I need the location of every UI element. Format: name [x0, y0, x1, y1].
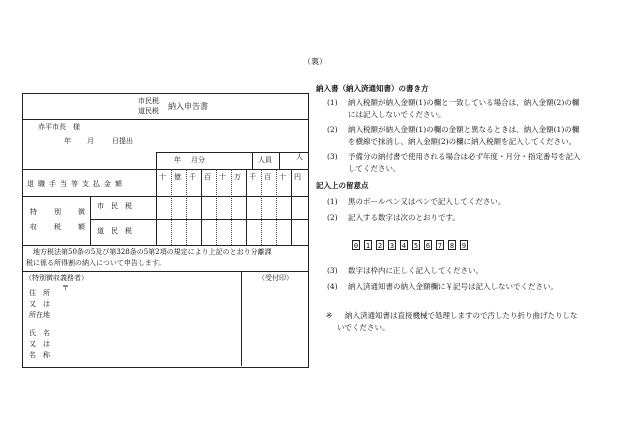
statement-line-2: 税に係る所得割の納入について申告します。 [26, 259, 166, 267]
digit-sample: 1 [365, 242, 371, 250]
name-label: 名 称 [29, 351, 50, 359]
address-label: 住 所 [29, 289, 50, 297]
retire-amount-label: 退職手当等支払金額 [27, 180, 126, 188]
instruction-number: (2) [327, 213, 338, 222]
instruction-number: (2) [327, 125, 338, 134]
page-marker: （裏） [303, 57, 327, 66]
date-month-label[interactable]: 月 [87, 137, 94, 145]
staff-unit: 人 [296, 153, 303, 161]
instruction-line: 納入税額が納入金額(1)の欄の金額と異なるときは、納入金額(1)の欄 [348, 125, 580, 134]
instruction-number: (4) [327, 282, 338, 291]
digit-sample: 6 [425, 242, 431, 250]
pref-tax-label: 道 民 税 [97, 227, 132, 235]
place-unit: 十 [219, 173, 226, 181]
tax-label-city: 市民税 [138, 97, 159, 105]
instruction-line: 納入税額が納入金額(1)の欄と一致している場合は、納入金額(2)の欄 [348, 98, 580, 107]
digit-samples [352, 240, 472, 252]
place-unit: 千 [189, 173, 196, 181]
digit-sample: 9 [461, 242, 467, 250]
digit-sample: 0 [353, 242, 359, 250]
digit-sample: 2 [377, 242, 383, 250]
place-unit: 十 [159, 173, 166, 181]
tax-label-pref: 道民税 [138, 107, 159, 115]
place-unit: 万 [234, 173, 241, 181]
postal-mark: 〒 [62, 284, 69, 292]
period-year-label[interactable]: 年 [174, 156, 181, 164]
instruction-line: を横線で抹消し、納入金額(2)の欄に納入税額を記入してください。 [348, 137, 577, 146]
instructions-heading-2: 記入上の留意点 [316, 181, 369, 190]
place-unit: 千 [249, 173, 256, 181]
note-mark: ※ [326, 311, 333, 320]
place-unit: 円 [294, 173, 301, 181]
digit-sample: 3 [389, 242, 395, 250]
date-day-label[interactable]: 日提出 [112, 137, 133, 145]
instruction-line: してください。 [348, 164, 401, 173]
city-tax-label: 市 民 税 [97, 202, 132, 210]
address-label: 所在地 [29, 311, 50, 319]
obligor-heading: （特別徴収義務者） [25, 274, 88, 282]
note-line: 納入済通知書は直接機械で処理しますので汚したり折り曲げたりしな [345, 311, 578, 320]
digit-sample: 7 [437, 242, 443, 250]
instruction-line: には記入しないでください。 [348, 110, 446, 119]
staff-label: 人員 [258, 156, 272, 164]
instruction-number: (1) [327, 98, 338, 107]
collect-label-3: 額 [78, 223, 85, 231]
digit-sample: 5 [413, 242, 419, 250]
place-unit: 億 [174, 173, 181, 181]
instruction-number: (1) [327, 197, 338, 206]
statement-line-1: 地方税法第50条の5及び第328条の5第2項の規定により上記のとおり分離課 [33, 248, 272, 256]
instruction-line: 記入する数字は次のとおりです。 [348, 213, 460, 222]
address-label: 又 は [29, 300, 50, 308]
receipt-stamp-label: （受付印） [258, 274, 293, 282]
form-title: 納入申告書 [168, 102, 208, 111]
instruction-line: 予備分の納付書で使用される場合は必ず年度・月分・指定番号を記入 [348, 152, 581, 161]
digit-sample: 8 [449, 242, 455, 250]
special-label-1: 特 [30, 208, 37, 216]
place-unit: 百 [264, 173, 271, 181]
period-month-label[interactable]: 月分 [191, 156, 205, 164]
instruction-number: (3) [327, 266, 338, 275]
instructions-heading-1: 納入書（納入済通知書）の書き方 [316, 84, 429, 93]
place-unit: 十 [279, 173, 286, 181]
name-label: 又 は [29, 340, 50, 348]
special-label-2: 別 [54, 208, 61, 216]
collect-label-2: 税 [54, 223, 61, 231]
name-label: 氏 名 [29, 329, 50, 337]
note-line: いでください。 [337, 323, 390, 332]
special-label-3: 徴 [78, 208, 85, 216]
instruction-line: 納入済通知書の納入金額欄に￥記号は記入しないでください。 [348, 282, 558, 291]
digit-sample: 4 [401, 242, 407, 250]
addressee: 赤平市長 様 [38, 123, 80, 131]
instruction-line: 数字は枠内に正しく記入してください。 [348, 266, 483, 275]
place-unit: 百 [204, 173, 211, 181]
instruction-line: 黒のボールペン又はペンで記入してください。 [348, 197, 506, 206]
instruction-number: (3) [327, 152, 338, 161]
date-year-label[interactable]: 年 [64, 137, 71, 145]
collect-label-1: 収 [30, 223, 37, 231]
